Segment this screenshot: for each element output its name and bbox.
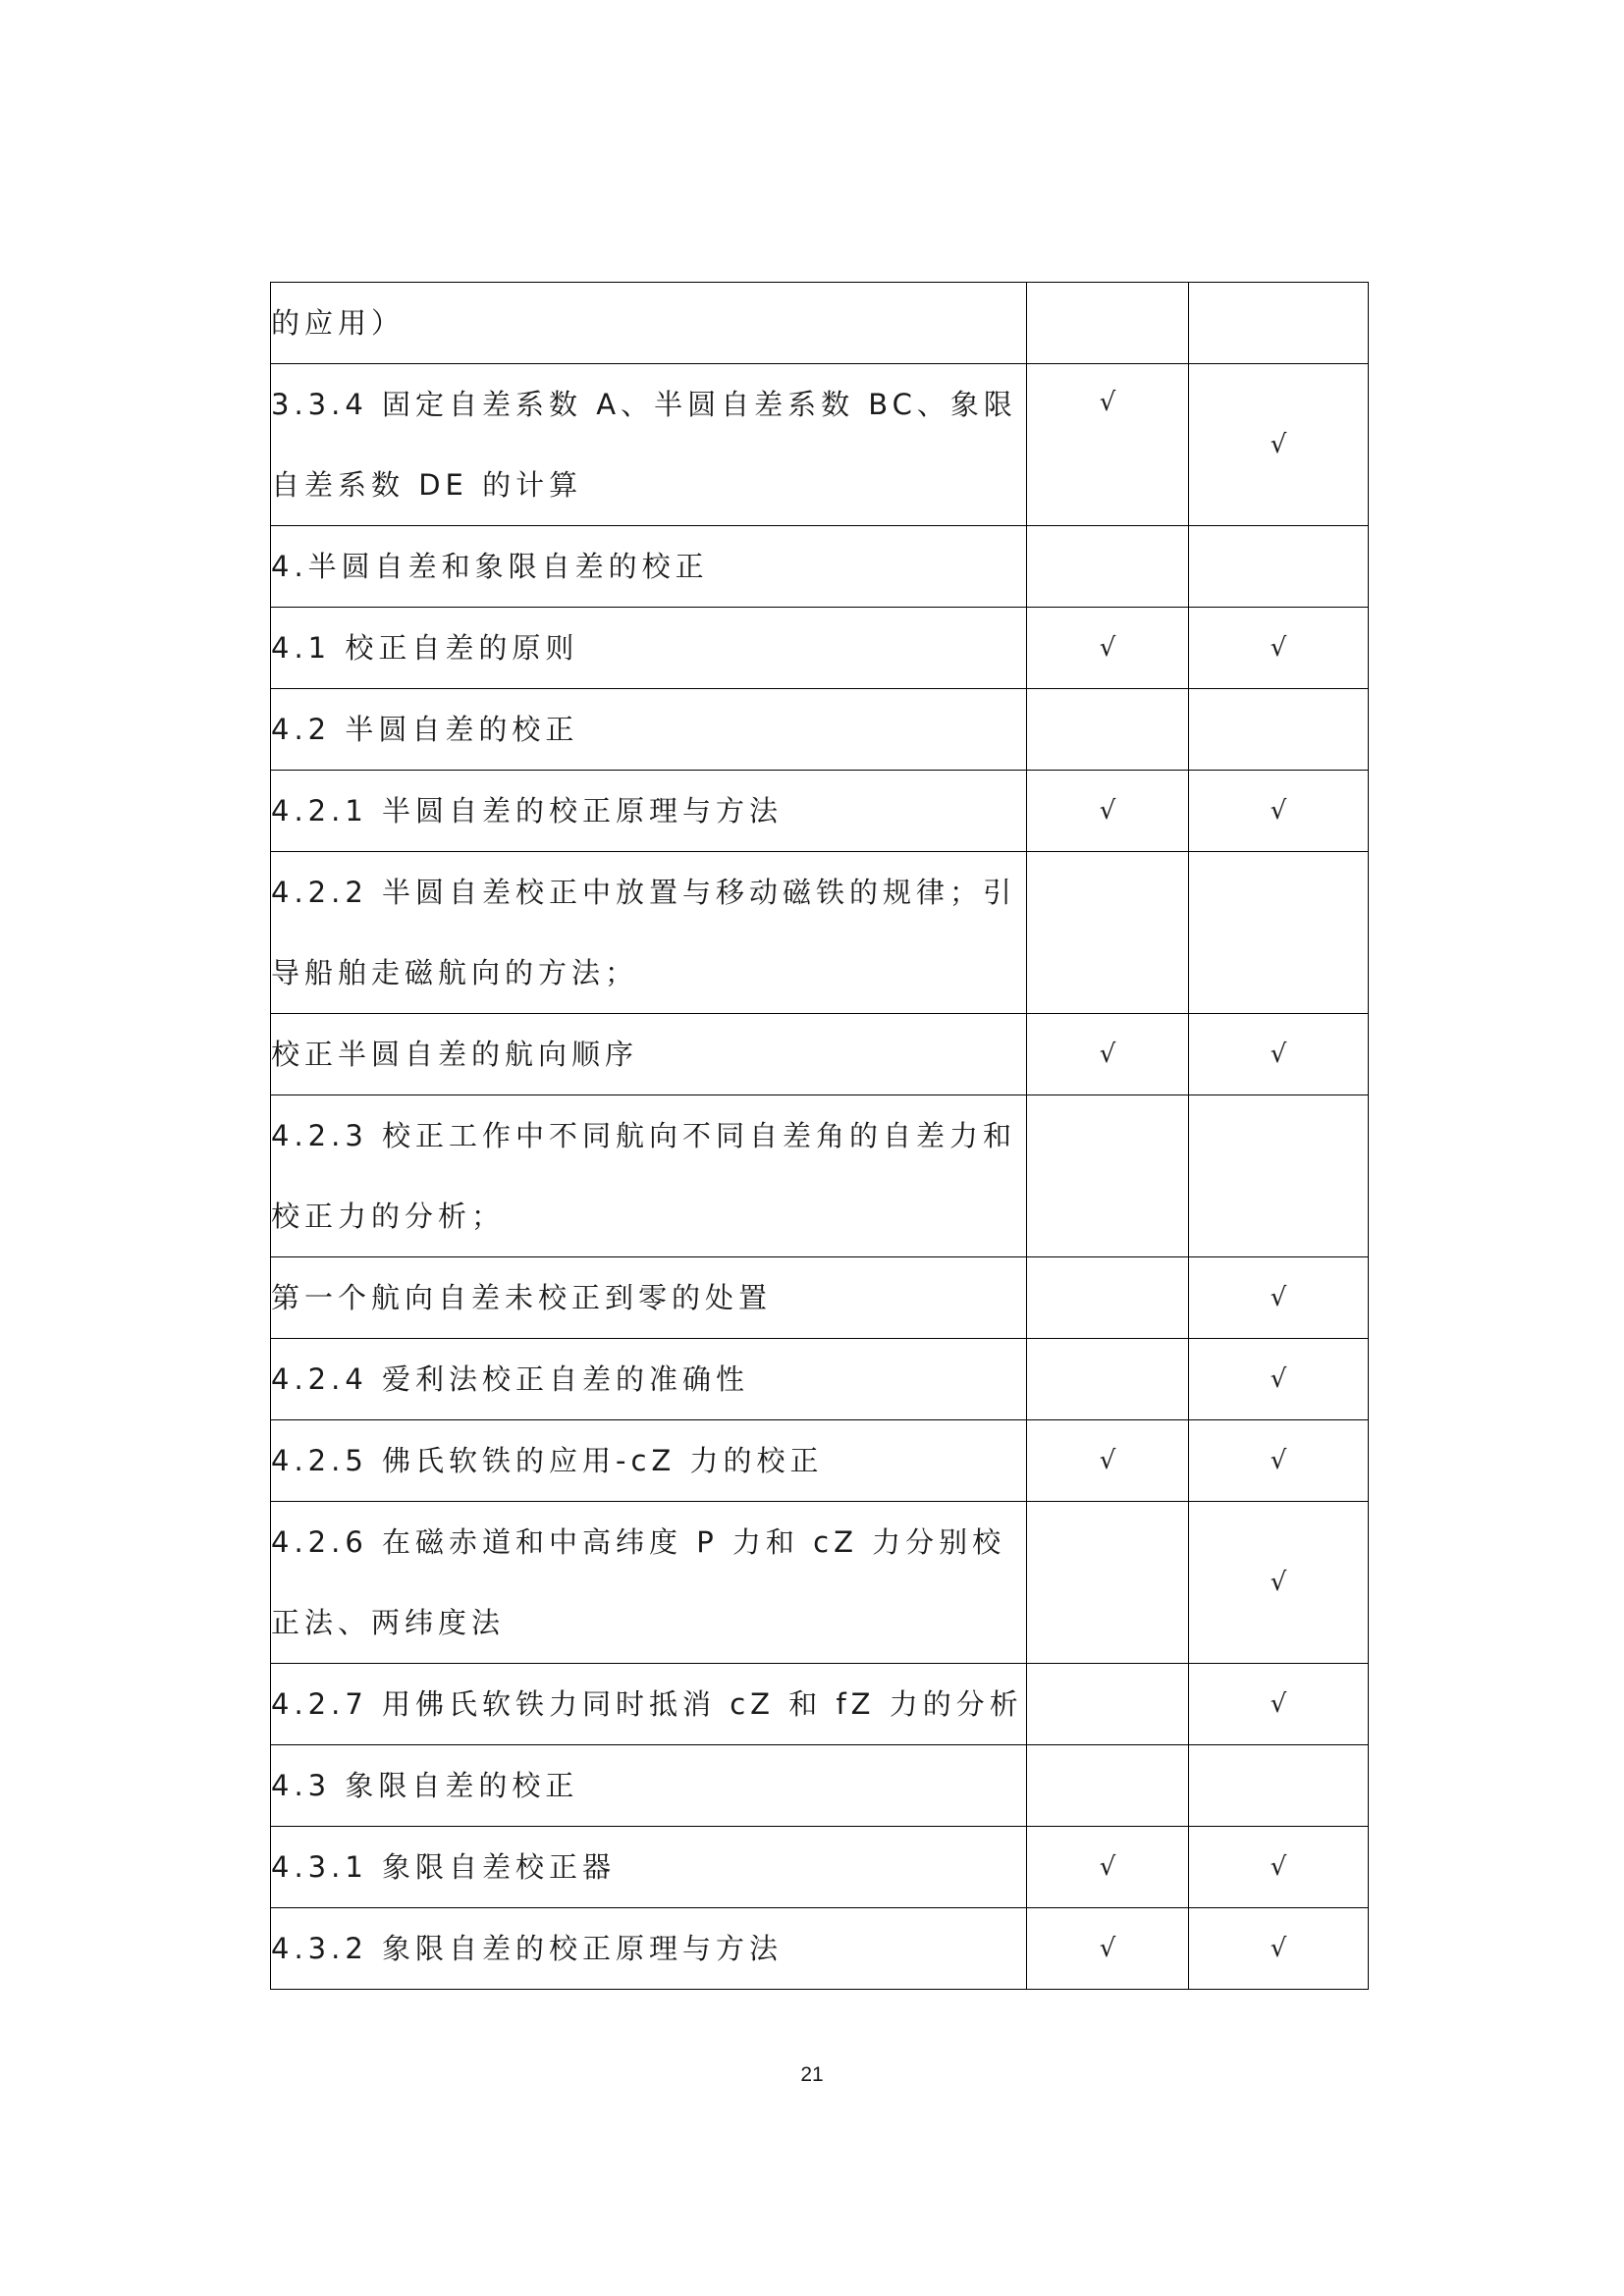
table-row (271, 689, 1369, 771)
check-cell-a (1027, 1257, 1189, 1339)
table-row (271, 1745, 1369, 1827)
check-cell-b (1189, 689, 1369, 771)
table-row (271, 1339, 1369, 1420)
topic-cell: 第一个航向自差未校正到零的处置 (271, 1257, 1027, 1339)
check-cell-a (1027, 1664, 1189, 1745)
table-row (271, 526, 1369, 608)
topic-cell: 4.3.2 象限自差的校正原理与方法 (271, 1908, 1027, 1990)
page-number: 21 (800, 2063, 824, 2086)
check-cell-a: √ (1027, 1014, 1189, 1095)
check-cell-b (1189, 1095, 1369, 1257)
topic-cell: 的应用） (271, 283, 1027, 364)
topic-cell: 4.2.4 爱利法校正自差的准确性 (271, 1339, 1027, 1420)
table-row (271, 1257, 1369, 1339)
table-row (271, 1827, 1369, 1908)
topic-cell: 4.2 半圆自差的校正 (271, 689, 1027, 771)
check-cell-b: √ (1189, 608, 1369, 689)
table-row (271, 1095, 1369, 1257)
check-cell-a (1027, 1745, 1189, 1827)
topic-cell: 4.2.3 校正工作中不同航向不同自差角的自差力和校正力的分析； (271, 1095, 1027, 1257)
table-row (271, 1420, 1369, 1502)
table-row (271, 1502, 1369, 1664)
check-cell-a: √ (1027, 1420, 1189, 1502)
topic-cell: 4.2.7 用佛氏软铁力同时抵消 cZ 和 fZ 力的分析 (271, 1664, 1027, 1745)
topic-cell: 4.半圆自差和象限自差的校正 (271, 526, 1027, 608)
check-cell-a: √ (1027, 1827, 1189, 1908)
table-row (271, 852, 1369, 1014)
check-cell-b: √ (1189, 1014, 1369, 1095)
check-cell-a: √ (1027, 608, 1189, 689)
topic-cell: 4.3 象限自差的校正 (271, 1745, 1027, 1827)
check-cell-b: √ (1189, 364, 1369, 526)
table-row (271, 1014, 1369, 1095)
table-row (271, 771, 1369, 852)
check-cell-a (1027, 526, 1189, 608)
check-cell-b: √ (1189, 1502, 1369, 1664)
check-cell-b: √ (1189, 1908, 1369, 1990)
check-cell-a (1027, 852, 1189, 1014)
check-cell-a (1027, 689, 1189, 771)
check-cell-a (1027, 283, 1189, 364)
check-cell-b: √ (1189, 1257, 1369, 1339)
check-cell-a: √ (1027, 1908, 1189, 1990)
check-cell-b: √ (1189, 1827, 1369, 1908)
check-cell-b (1189, 1745, 1369, 1827)
topic-cell: 4.2.1 半圆自差的校正原理与方法 (271, 771, 1027, 852)
check-cell-b (1189, 526, 1369, 608)
check-cell-b (1189, 283, 1369, 364)
check-cell-b (1189, 852, 1369, 1014)
topic-cell: 4.1 校正自差的原则 (271, 608, 1027, 689)
topic-cell: 校正半圆自差的航向顺序 (271, 1014, 1027, 1095)
table-row (271, 1664, 1369, 1745)
topic-cell: 4.3.1 象限自差校正器 (271, 1827, 1027, 1908)
check-cell-a (1027, 1502, 1189, 1664)
check-cell-a: √ (1027, 364, 1189, 526)
check-cell-a (1027, 1339, 1189, 1420)
table-row (271, 283, 1369, 364)
check-cell-b: √ (1189, 1664, 1369, 1745)
check-cell-a (1027, 1095, 1189, 1257)
check-cell-b: √ (1189, 771, 1369, 852)
table-row (271, 364, 1369, 526)
topic-cell: 4.2.6 在磁赤道和中高纬度 P 力和 cZ 力分别校正法、两纬度法 (271, 1502, 1027, 1664)
check-cell-b: √ (1189, 1339, 1369, 1420)
check-cell-b: √ (1189, 1420, 1369, 1502)
topic-cell: 4.2.2 半圆自差校正中放置与移动磁铁的规律；引导船舶走磁航向的方法； (271, 852, 1027, 1014)
table-row (271, 608, 1369, 689)
syllabus-table (270, 282, 1369, 1990)
topic-cell: 4.2.5 佛氏软铁的应用-cZ 力的校正 (271, 1420, 1027, 1502)
topic-cell: 3.3.4 固定自差系数 A、半圆自差系数 BC、象限自差系数 DE 的计算 (271, 364, 1027, 526)
table-row (271, 1908, 1369, 1990)
check-cell-a: √ (1027, 771, 1189, 852)
